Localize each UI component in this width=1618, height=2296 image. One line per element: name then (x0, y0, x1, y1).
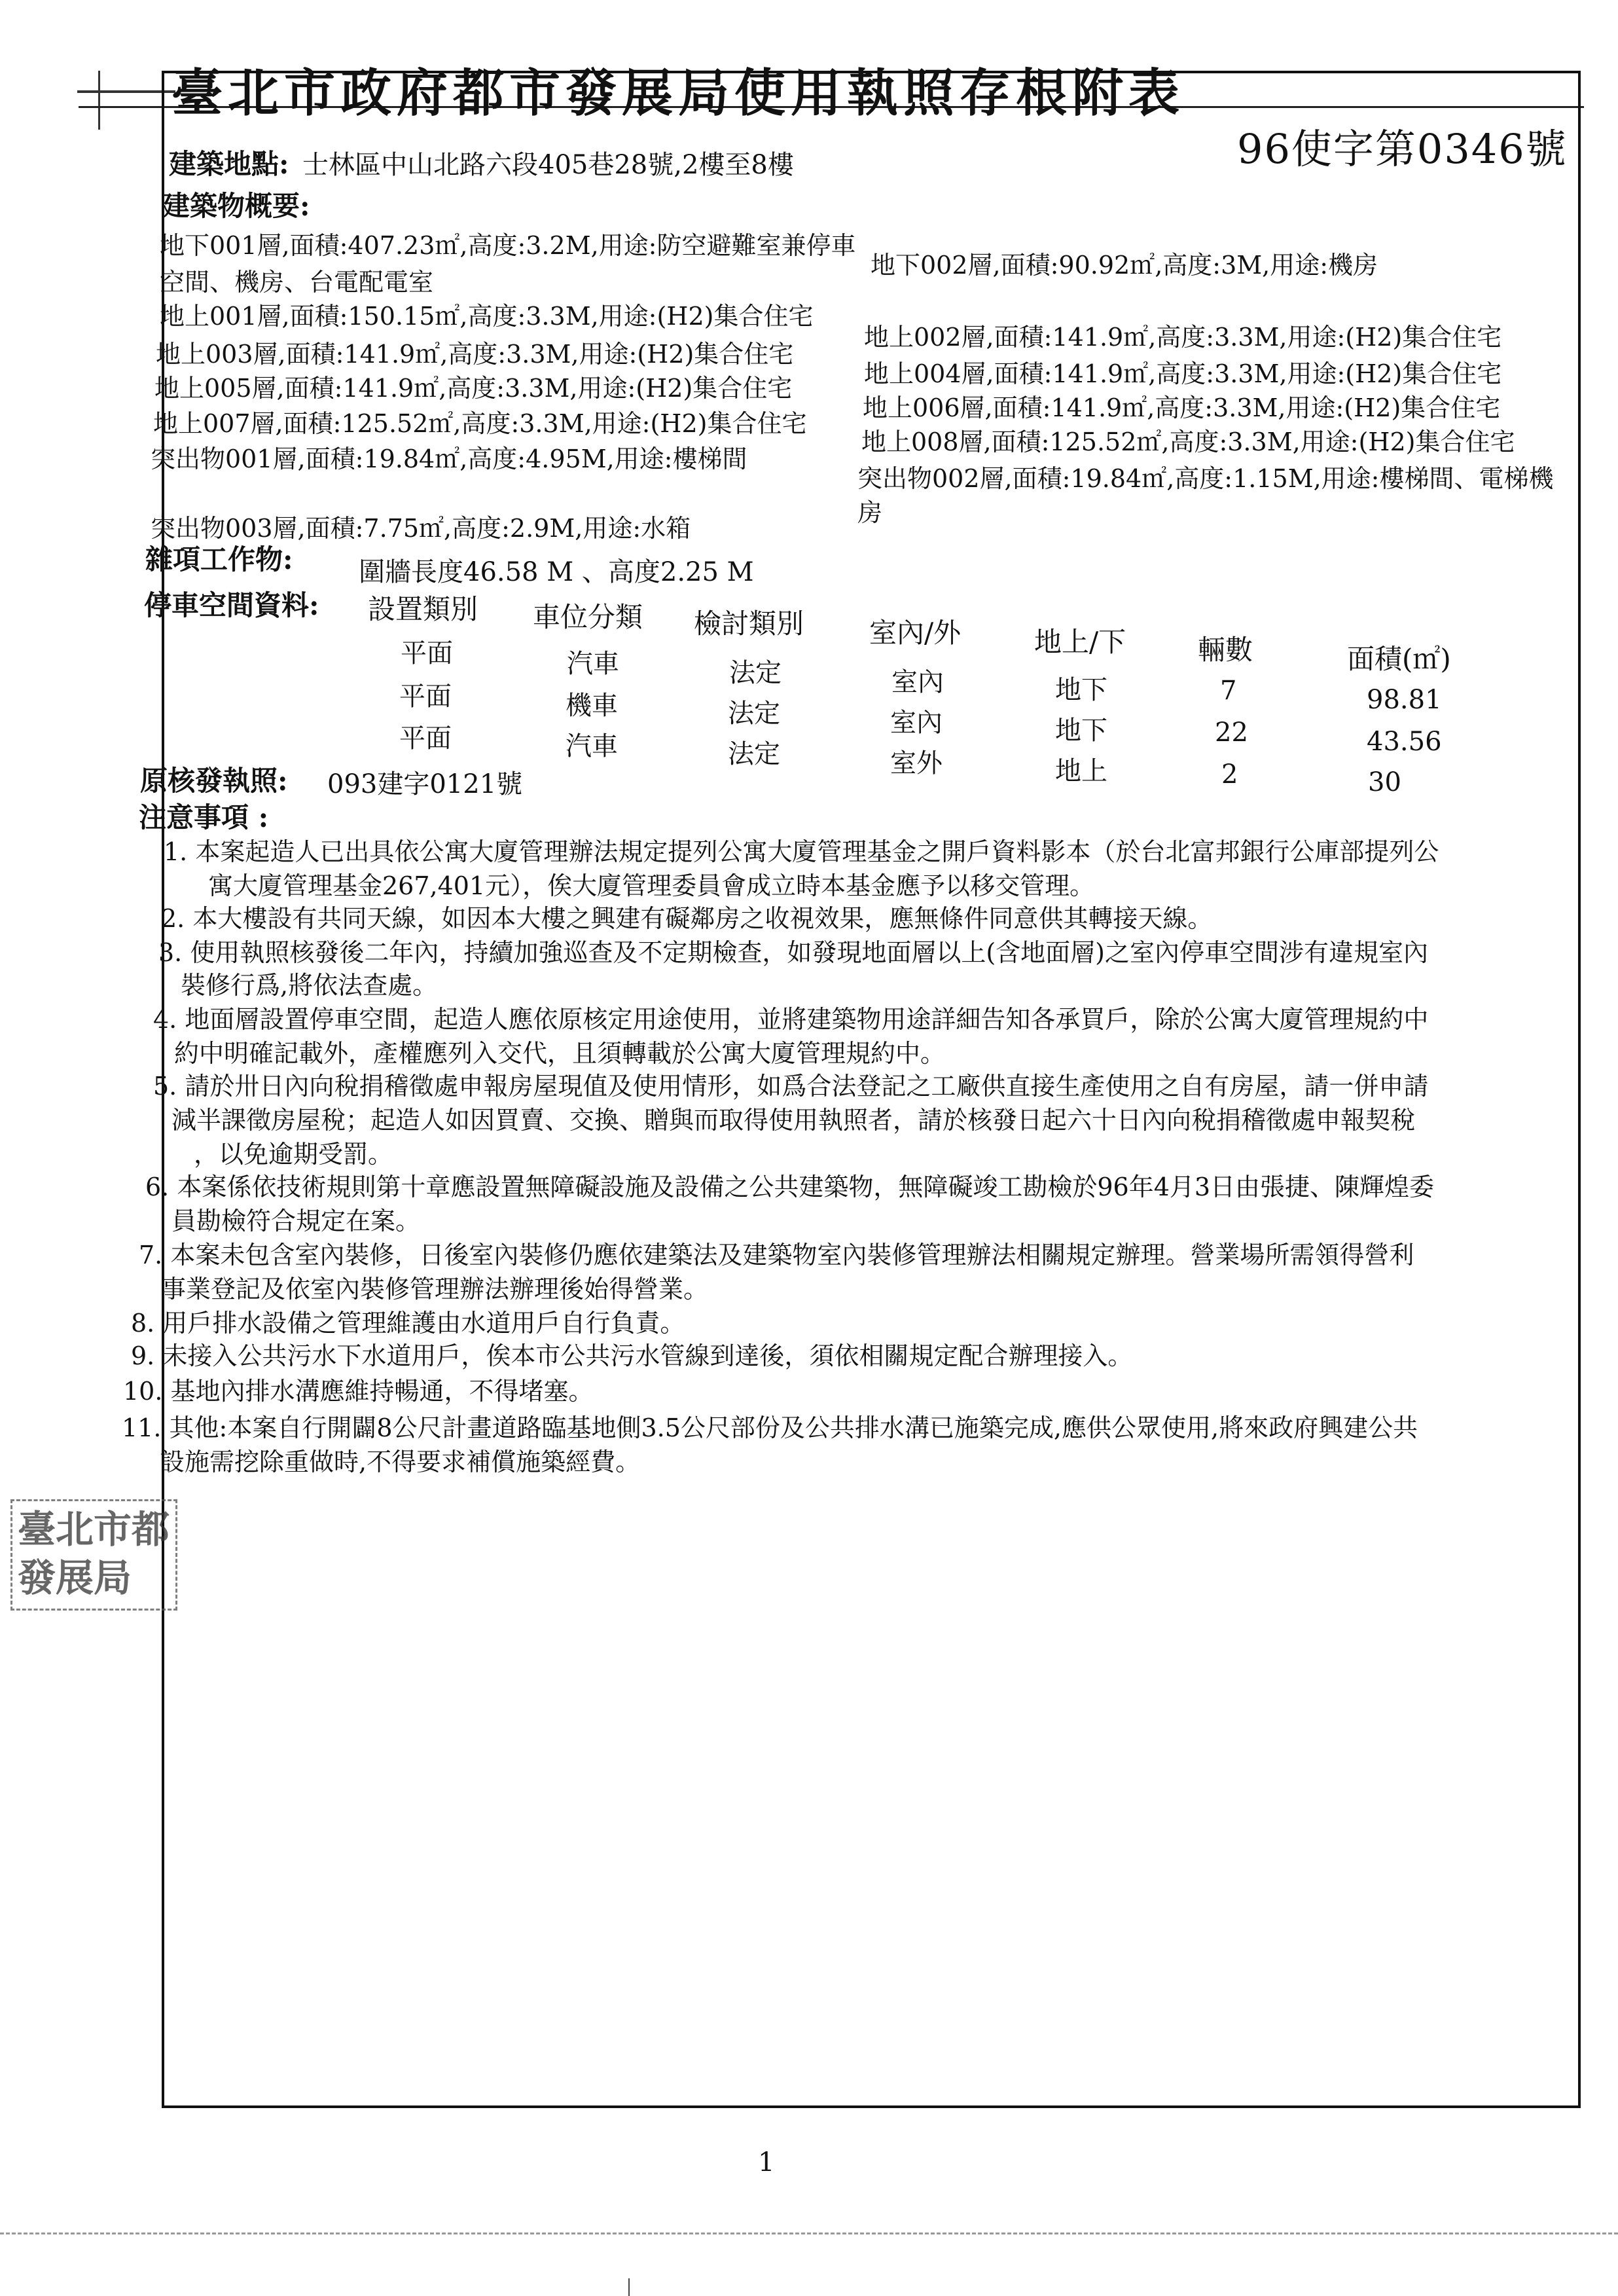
parking-row1-review: 法定 (729, 658, 782, 688)
parking-col-review: 檢討類別 (694, 608, 804, 640)
parking-row1-area: 98.81 (1367, 685, 1442, 715)
note-line-16: 9. 未接入公共污水下水道用戶，俟本市公共污水管線到達後，須依相關規定配合辦理接入。 (131, 1341, 1133, 1370)
note-line-8: 5. 請於卅日內向稅捐稽徵處申報房屋現值及使用情形，如爲合法登記之工廠供直接生產使用之自有房屋，請一併申請 (153, 1072, 1429, 1101)
parking-col-area: 面積(㎡) (1347, 643, 1451, 675)
note-line-9: 減半課徵房屋稅；起造人如因買賣、交換、贈與而取得使用執照者，請於核發日起六十日內向稅捐稽徵處申報契稅 (171, 1106, 1416, 1135)
note-line-12: 員勘檢符合規定在案。 (171, 1207, 421, 1235)
page-number: 1 (758, 2147, 775, 2178)
overview-label: 建築物概要: (162, 190, 310, 222)
floor-left-4: 地上007層,面積:125.52㎡,高度:3.3M,用途:(H2)集合住宅 (153, 409, 807, 438)
parking-row1-type: 平面 (401, 638, 453, 668)
parking-row1-vehicle: 汽車 (567, 649, 619, 679)
parking-row2-area: 43.56 (1367, 727, 1442, 757)
parking-row3-vehicle: 汽車 (566, 731, 618, 761)
parking-row2-vehicle: 機車 (566, 691, 618, 721)
floor-right-2: 地上004層,面積:141.9㎡,高度:3.3M,用途:(H2)集合住宅 (864, 359, 1502, 388)
stamp-line-1: 臺北市都 (18, 1507, 170, 1552)
document-title: 臺北市政府都市發展局使用執照存根附表 (171, 64, 1185, 123)
floor-penthouse-3: 突出物003層,面積:7.75㎡,高度:2.9M,用途:水箱 (151, 514, 691, 543)
floor-right-6: 房 (857, 498, 883, 527)
note-line-5: 裝修行爲,將依法查處。 (181, 971, 438, 1000)
note-line-19: 設施需挖除重做時,不得要求補償施築經費。 (160, 1448, 641, 1476)
note-line-10: ，以免逾期受罰。 (194, 1140, 393, 1169)
parking-row3-area: 30 (1368, 767, 1401, 797)
parking-label: 停車空間資料: (144, 589, 319, 621)
parking-row3-level: 地上 (1055, 756, 1107, 786)
parking-row3-review: 法定 (728, 739, 780, 769)
parking-col-vehicle: 車位分類 (533, 601, 643, 633)
site-value: 士林區中山北路六段405巷28號,2樓至8樓 (302, 150, 794, 180)
parking-row2-indoor: 室內 (890, 708, 943, 738)
official-stamp (10, 1499, 177, 1611)
note-line-6: 4. 地面層設置停車空間，起造人應依原核定用途使用，並將建築物用途詳細告知各承買戶，除於公寓大廈管理規約中 (153, 1005, 1429, 1034)
crop-mark (628, 2278, 630, 2296)
floor-right-5: 突出物002層,面積:19.84㎡,高度:1.15M,用途:樓梯間、電梯機 (857, 464, 1554, 493)
floor-left-1: 地上001層,面積:150.15㎡,高度:3.3M,用途:(H2)集合住宅 (160, 302, 814, 331)
misc-works-value: 圍牆長度46.58 M 、高度2.25 M (359, 557, 754, 587)
parking-row3-count: 2 (1221, 759, 1238, 790)
floor-b1-cont: 空間、機房、台電配電室 (160, 268, 434, 297)
floor-left-2: 地上003層,面積:141.9㎡,高度:3.3M,用途:(H2)集合住宅 (156, 340, 794, 369)
floor-left-3: 地上005層,面積:141.9㎡,高度:3.3M,用途:(H2)集合住宅 (154, 374, 793, 403)
scan-mark-vertical (98, 71, 100, 130)
floor-right-4: 地上008層,面積:125.52㎡,高度:3.3M,用途:(H2)集合住宅 (861, 428, 1515, 456)
parking-col-count: 輛數 (1198, 634, 1253, 666)
parking-row2-review: 法定 (728, 699, 780, 729)
note-line-2: 寓大廈管理基金267,401元），俟大廈管理委員會成立時本基金應予以移交管理。 (208, 871, 1095, 900)
stamp-line-2: 發展局 (18, 1556, 132, 1600)
parking-col-indoor: 室內/外 (869, 617, 962, 649)
note-line-7: 約中明確記載外，產權應列入交代，且須轉載於公寓大廈管理規約中。 (174, 1039, 946, 1068)
original-permit-value: 093建字0121號 (327, 769, 523, 799)
footer-rule (0, 2232, 1618, 2234)
parking-row2-type: 平面 (399, 682, 452, 712)
scan-mark (77, 90, 175, 93)
parking-col-level: 地上/下 (1034, 626, 1126, 658)
site-label: 建築地點: (169, 148, 289, 180)
parking-col-type: 設置類別 (368, 593, 478, 625)
floor-right-3: 地上006層,面積:141.9㎡,高度:3.3M,用途:(H2)集合住宅 (863, 393, 1501, 422)
note-line-13: 7. 本案未包含室內裝修，日後室內裝修仍應依建築法及建築物室內裝修管理辦法相關規定辦理。營業場所需領得營利 (139, 1241, 1414, 1269)
parking-row3-indoor: 室外 (890, 748, 943, 778)
parking-row1-level: 地下 (1055, 675, 1107, 705)
note-line-3: 2. 本大樓設有共同天線，如因本大樓之興建有礙鄰房之收視效果，應無條件同意供其轉接天線。 (161, 904, 1213, 933)
misc-works-label: 雜項工作物: (145, 543, 293, 575)
permit-number: 96使字第0346號 (1237, 125, 1568, 173)
parking-row3-type: 平面 (399, 723, 452, 754)
note-line-11: 6. 本案係依技術規則第十章應設置無障礙設施及設備之公共建築物，無障礙竣工勘檢於96年4月3日由張捷、陳輝煌委 (145, 1173, 1435, 1201)
parking-row2-count: 22 (1215, 718, 1248, 748)
note-line-14: 事業登記及依室內裝修管理辦法辦理後始得營業。 (161, 1275, 709, 1303)
floor-b2: 地下002層,面積:90.92㎡,高度:3M,用途:機房 (871, 251, 1378, 280)
floor-left-5: 突出物001層,面積:19.84㎡,高度:4.95M,用途:樓梯間 (151, 445, 747, 473)
note-line-18: 11. 其他:本案自行開闢8公尺計畫道路臨基地側3.5公尺部份及公共排水溝已施築完成,應供公眾使用,將來政府興建公共 (122, 1413, 1418, 1442)
note-line-15: 8. 用戶排水設備之管理維護由水道用戶自行負責。 (131, 1309, 685, 1338)
parking-row1-count: 7 (1220, 676, 1237, 706)
parking-row1-indoor: 室內 (891, 667, 944, 697)
note-line-4: 3. 使用執照核發後二年內，持續加強巡查及不定期檢查，如發現地面層以上(含地面層)之室內停車空間涉有違規室內 (158, 938, 1428, 967)
note-line-1: 1. 本案起造人已出具依公寓大廈管理辦法規定提列公寓大廈管理基金之開戶資料影本（於台北富邦銀行公庫部提列公 (164, 837, 1439, 866)
original-permit-label: 原核發執照: (140, 765, 288, 797)
floor-right-1: 地上002層,面積:141.9㎡,高度:3.3M,用途:(H2)集合住宅 (864, 323, 1502, 352)
parking-row2-level: 地下 (1055, 716, 1107, 746)
notes-heading: 注意事項 : (139, 801, 269, 833)
floor-b1: 地下001層,面積:407.23㎡,高度:3.2M,用途:防空避難室兼停車 (160, 231, 856, 260)
note-line-17: 10. 基地內排水溝應維持暢通，不得堵塞。 (123, 1377, 594, 1406)
